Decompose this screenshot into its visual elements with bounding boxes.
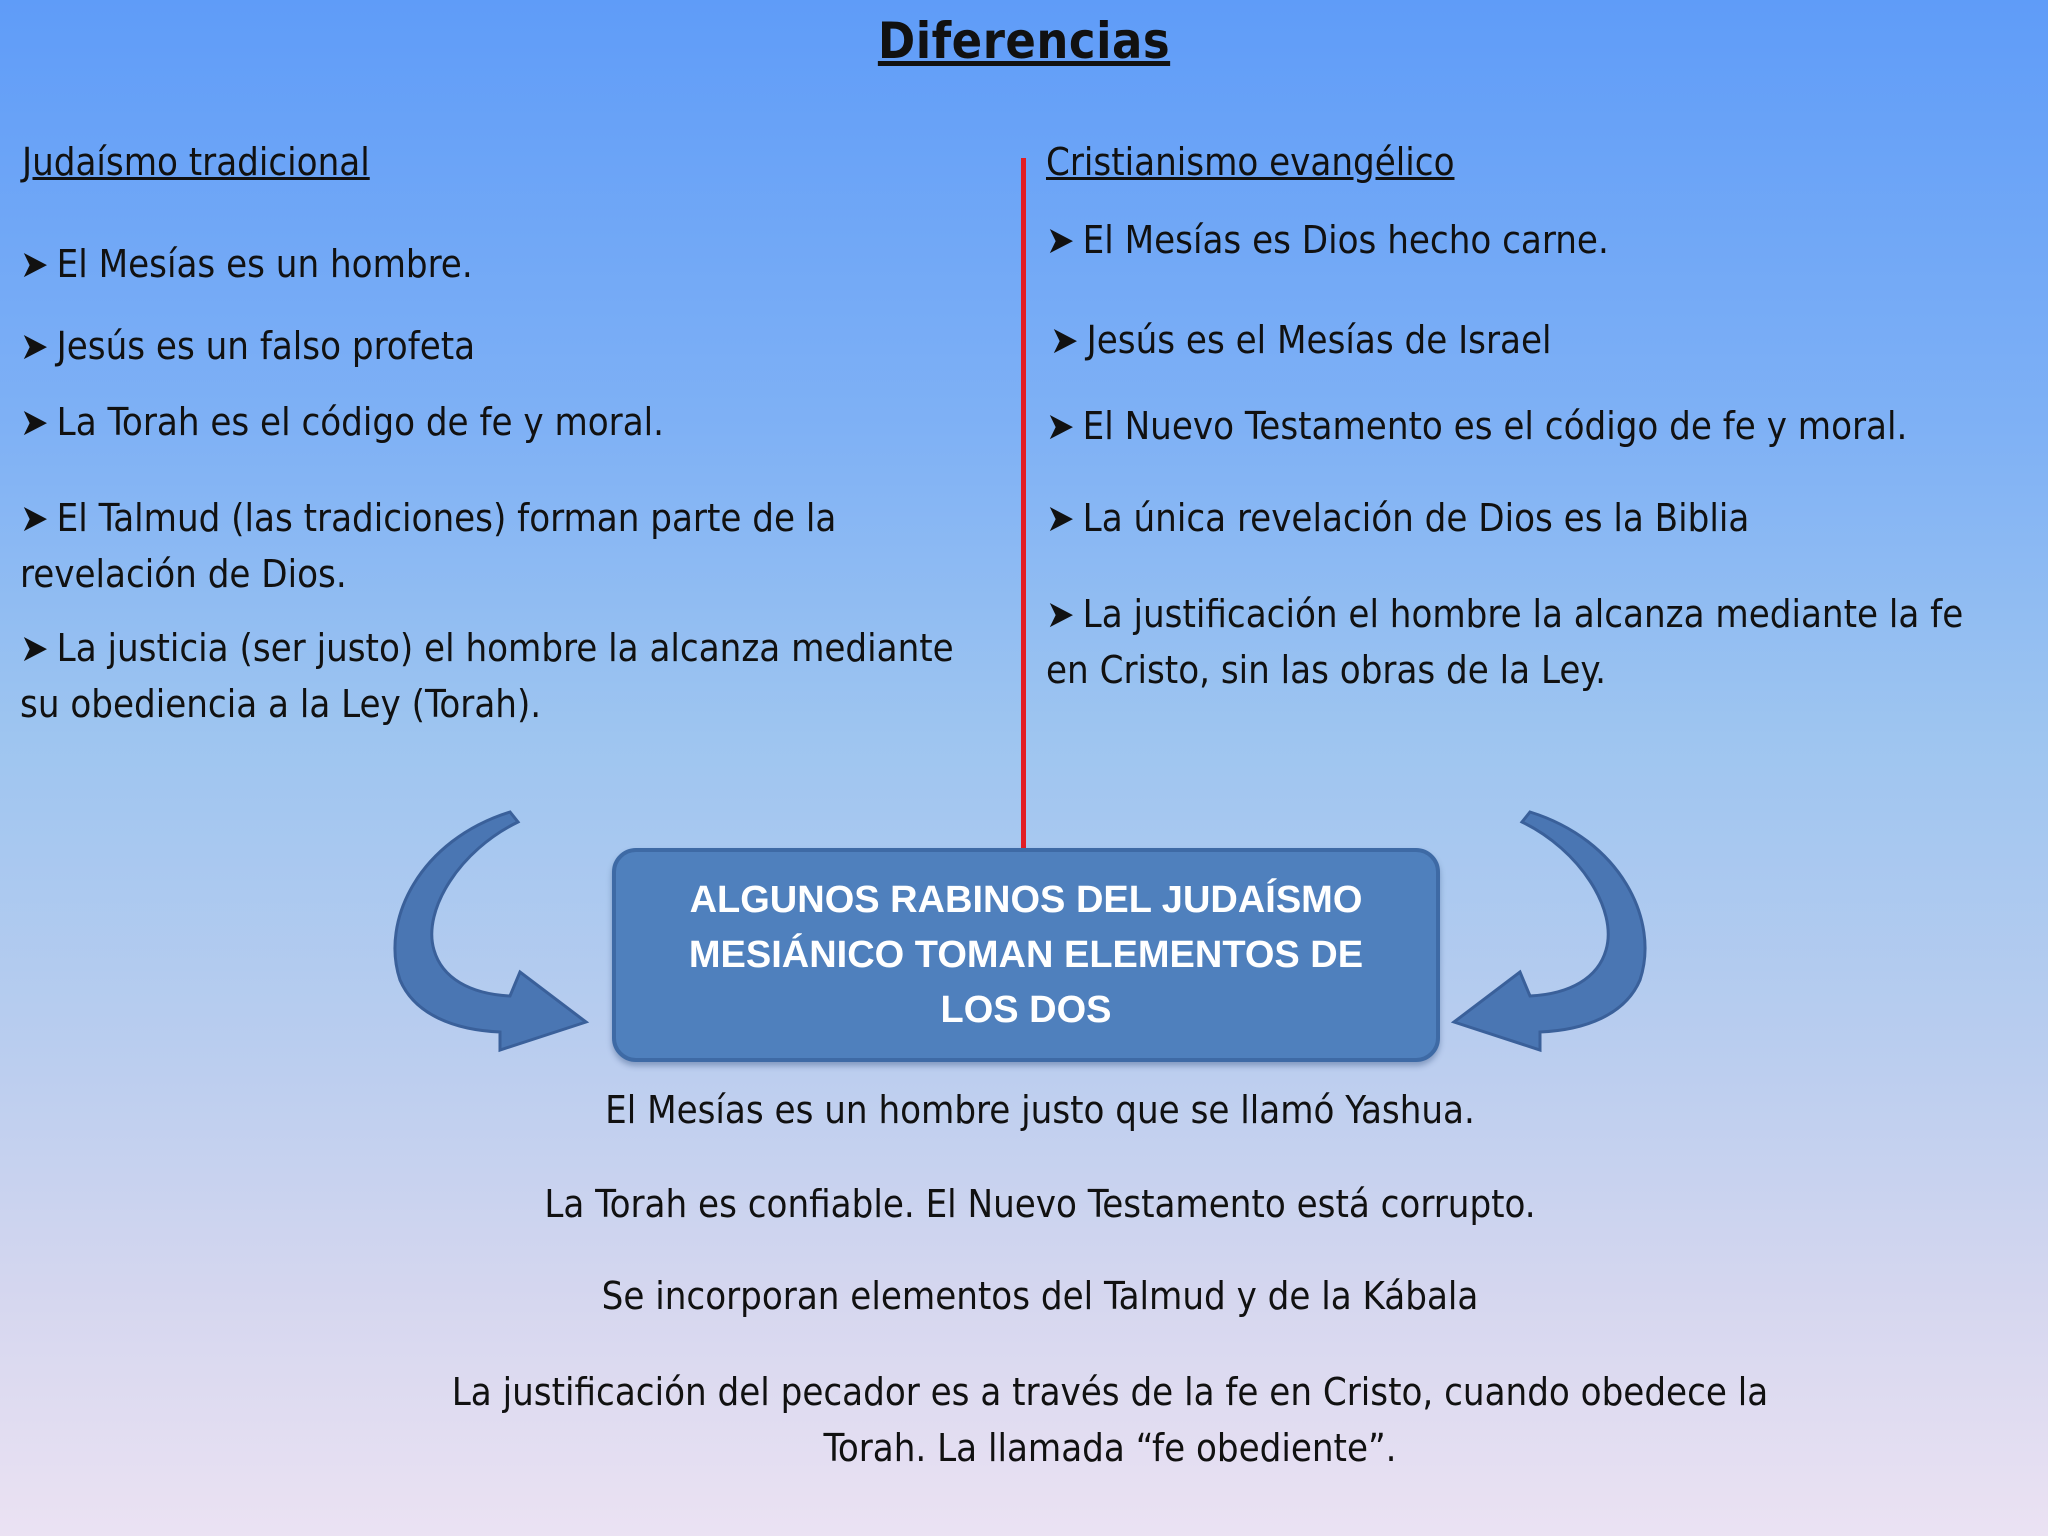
bottom-statement-1	[560, 1082, 1520, 1138]
right-item-text: La única revelación de Dios es la Biblia	[1082, 496, 1750, 540]
left-item-text: Jesús es un falso profeta	[56, 324, 476, 368]
left-column-heading: Judaísmo tradicional	[22, 140, 370, 184]
central-callout-box	[612, 848, 1440, 1062]
arrowhead-bullet-icon: ➤	[1046, 218, 1075, 262]
right-item-text: Jesús es el Mesías de Israel	[1086, 318, 1552, 362]
column-divider	[1021, 158, 1026, 848]
arrowhead-bullet-icon: ➤	[20, 400, 49, 444]
right-item-3	[1046, 398, 2026, 454]
arrowhead-bullet-icon: ➤	[1050, 318, 1079, 362]
left-item-text: La justicia (ser justo) el hombre la alcanza mediante su obediencia a la Ley (Torah).	[20, 626, 954, 726]
left-column	[22, 140, 982, 184]
bottom-statement-text: Se incorporan elementos del Talmud y de la Kábala	[601, 1274, 1479, 1318]
curved-arrow-icon	[360, 800, 600, 1090]
arrowhead-bullet-icon: ➤	[20, 242, 49, 286]
right-item-1	[1046, 212, 2026, 268]
arrowhead-bullet-icon: ➤	[1046, 404, 1075, 448]
central-callout-text: ALGUNOS RABINOS DEL JUDAÍSMO MESIÁNICO TOMAN ELEMENTOS DE LOS DOS	[688, 878, 1364, 1031]
left-item-2	[20, 318, 980, 374]
left-item-text: El Mesías es un hombre.	[56, 242, 473, 286]
bottom-statement-text: La Torah es confiable. El Nuevo Testamento está corrupto.	[544, 1182, 1536, 1226]
arrowhead-bullet-icon: ➤	[1046, 592, 1075, 636]
bottom-statement-2	[540, 1176, 1540, 1232]
right-item-text: La justificación el hombre la alcanza mediante la fe en Cristo, sin las obras de la Ley.	[1046, 592, 1964, 692]
bottom-statement-4	[420, 1364, 1800, 1476]
arrowhead-bullet-icon: ➤	[20, 496, 49, 540]
arrowhead-bullet-icon: ➤	[1046, 496, 1075, 540]
curved-arrow-icon	[1440, 800, 1680, 1090]
left-item-text: La Torah es el código de fe y moral.	[56, 400, 665, 444]
right-item-5	[1046, 586, 1986, 698]
arrowhead-bullet-icon: ➤	[20, 626, 49, 670]
page-title: Diferencias	[877, 12, 1171, 70]
right-item-text: El Mesías es Dios hecho carne.	[1082, 218, 1609, 262]
right-column-heading: Cristianismo evangélico	[1046, 140, 1455, 184]
right-item-text: El Nuevo Testamento es el código de fe y moral.	[1082, 404, 1908, 448]
left-item-4	[20, 490, 980, 602]
left-item-1	[20, 236, 980, 292]
bottom-statement-3	[560, 1268, 1520, 1324]
right-item-2	[1050, 312, 2030, 368]
left-item-text: El Talmud (las tradiciones) forman parte de la revelación de Dios.	[20, 496, 837, 596]
right-column	[1046, 140, 2026, 184]
arrowhead-bullet-icon: ➤	[20, 324, 49, 368]
bottom-statement-text: El Mesías es un hombre justo que se llamó Yashua.	[605, 1088, 1475, 1132]
left-item-3	[20, 394, 980, 450]
left-item-5	[20, 620, 980, 732]
right-item-4	[1046, 490, 2026, 546]
bottom-statement-text: La justificación del pecador es a través de la fe en Cristo, cuando obedece la Torah. La llamada “fe obediente”.	[451, 1370, 1769, 1470]
